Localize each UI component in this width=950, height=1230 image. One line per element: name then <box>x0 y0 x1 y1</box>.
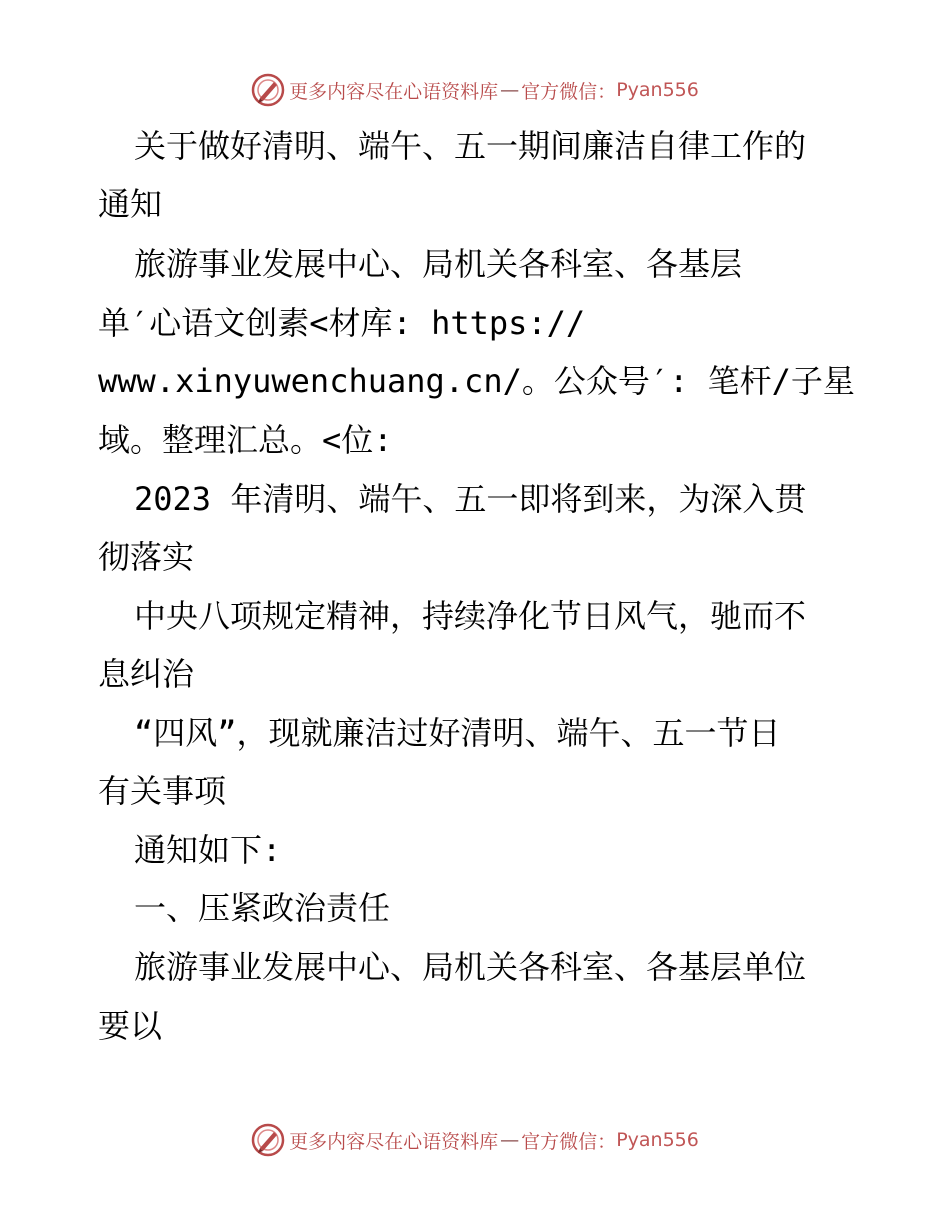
paragraph-line-4: 息纠治 <box>98 655 195 693</box>
recipient-line-2: 单′心语文创素<材库: https:// <box>98 304 586 342</box>
paragraph-line-3: 中央八项规定精神，持续净化节日风气，驰而不 <box>134 597 807 635</box>
title-line-2: 通知 <box>98 185 163 223</box>
header-wechat-label: 官方微信： <box>521 80 617 103</box>
recipient-line-1: 旅游事业发展中心、局机关各科室、各基层 <box>134 245 743 283</box>
footer-site-text: 更多内容尽在心语资料库 <box>289 1130 499 1153</box>
paragraph-line-6: 有关事项 <box>98 772 227 810</box>
recipient-line-4: 域。整理汇总。<位: <box>98 421 393 459</box>
paragraph-line-1: 2023 年清明、端午、五一即将到来，为深入贯 <box>134 480 807 518</box>
recipient-line-3: www.xinyuwenchuang.cn/。公众号′: 笔杆/子星 <box>98 362 855 400</box>
pen-logo-icon <box>251 1123 285 1157</box>
header-site-text: 更多内容尽在心语资料库 <box>289 80 499 103</box>
paragraph-line-2: 彻落实 <box>98 538 195 576</box>
header-separator: — <box>500 79 520 101</box>
section-line-1: 旅游事业发展中心、局机关各科室、各基层单位 <box>134 948 807 986</box>
footer-banner[interactable] <box>0 1120 950 1160</box>
section-heading: 一、压紧政治责任 <box>134 889 391 927</box>
section-line-2: 要以 <box>98 1007 163 1045</box>
pen-logo-icon <box>251 73 285 107</box>
header-banner[interactable] <box>0 70 950 110</box>
footer-wechat-label: 官方微信： <box>521 1130 617 1153</box>
footer-separator: — <box>500 1129 520 1151</box>
header-wechat-id: Pyan556 <box>616 79 699 101</box>
paragraph-line-7: 通知如下: <box>134 831 282 869</box>
title-line-1: 关于做好清明、端午、五一期间廉洁自律工作的 <box>134 127 807 165</box>
footer-wechat-id: Pyan556 <box>616 1129 699 1151</box>
paragraph-line-5: “四风”，现就廉洁过好清明、端午、五一节日 <box>134 714 781 752</box>
